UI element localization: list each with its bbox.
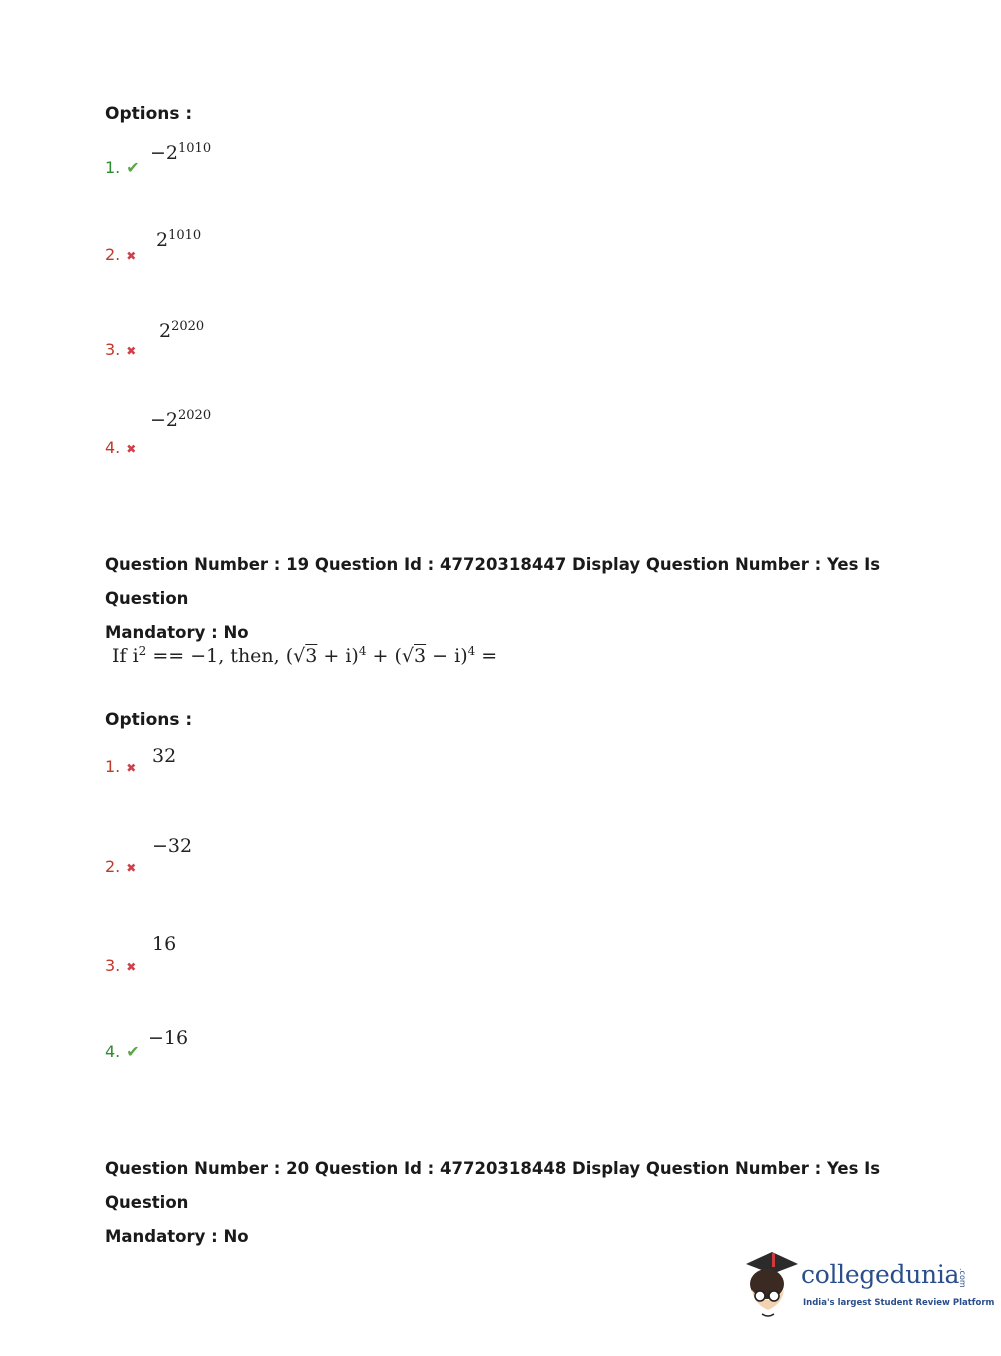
logo-suffix: .com [958, 1268, 967, 1288]
option-value: −32 [152, 835, 193, 857]
check-icon: ✔ [126, 1042, 140, 1061]
option-value: $2^{1010}$ [156, 227, 202, 251]
check-icon: ✔ [126, 158, 140, 177]
logo-tagline: India's largest Student Review Platform [803, 1298, 995, 1308]
collegedunia-logo [742, 1250, 995, 1320]
option-number: 1. ✔ [105, 158, 140, 177]
option-number: 2. ✖ [105, 857, 137, 876]
cross-icon: ✖ [126, 960, 137, 974]
cross-icon: ✖ [126, 442, 137, 456]
option-value: $-2^{1010}$ [150, 140, 212, 164]
question-meta-line: Mandatory : No [105, 623, 249, 642]
cross-icon: ✖ [126, 344, 137, 358]
cross-icon: ✖ [126, 761, 137, 775]
cross-icon: ✖ [126, 249, 137, 263]
option-value: $-2^{2020}$ [150, 407, 212, 431]
question-text: If $i^2 == -1$, then, $(√3 + i)^4 + (√3 - i)^4$ = [112, 643, 498, 667]
option-number: 2. ✖ [105, 245, 137, 264]
cross-icon: ✖ [126, 861, 137, 875]
logo-wordmark: collegedunia [801, 1260, 960, 1289]
option-value: −16 [148, 1027, 189, 1049]
question-meta-line: Question Number : 19 Question Id : 47720318447 Display Question Number : Yes Is Question [105, 555, 881, 608]
question-meta [105, 1152, 905, 1254]
option-number: 4. ✔ [105, 1042, 140, 1061]
option-value: 16 [152, 933, 177, 955]
option-value: $2^{2020}$ [159, 318, 205, 342]
option-number: 4. ✖ [105, 438, 137, 457]
option-value: 32 [152, 745, 177, 767]
option-number: 3. ✖ [105, 340, 137, 359]
mascot-icon [742, 1250, 800, 1318]
question-meta-line: Question Number : 20 Question Id : 47720318448 Display Question Number : Yes Is Question [105, 1159, 881, 1212]
question-meta [105, 548, 905, 650]
question-meta-line: Mandatory : No [105, 1227, 249, 1246]
option-number: 3. ✖ [105, 956, 137, 975]
options-heading: Options : [105, 104, 193, 124]
option-number: 1. ✖ [105, 757, 137, 776]
options-heading: Options : [105, 710, 193, 730]
